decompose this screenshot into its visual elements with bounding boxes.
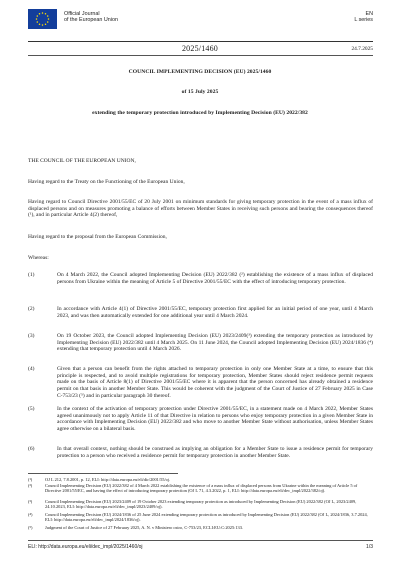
flag-star (37, 21, 39, 23)
flag-star (45, 13, 47, 15)
recital-number: (3) (28, 333, 35, 339)
council-heading: THE COUNCIL OF THE EUROPEAN UNION, (28, 158, 136, 164)
flag-star (39, 23, 41, 25)
recital-number: (6) (28, 446, 35, 452)
footnote-text: Council Implementing Decision (EU) 2024/1836 of 25 June 2024 extending temporary protection as introduced by Implementing Decision (EU) 2022/382 (OJ L, 2024/1836, 3.7.2024, ELI: http://data.europa.eu/eli/dec_impl/2024/1836/oj). (45, 512, 368, 523)
header-divider (28, 41, 373, 42)
footnote-text: Council Implementing Decision (EU) 2022/382 of 4 March 2022 establishing the existence of a mass influx of displaced persons from Ukraine within the meaning of Article 5 of Directive 2001/55/EC, and having the effect of introducing temporary protection (OJ L 71, 4.3.2022, p. 1, ELI: http://data.europa.eu/eli/dec_impl/2022/382/oj). (45, 483, 358, 494)
journal-header (28, 9, 373, 33)
flag-star (45, 23, 47, 25)
flag-star (37, 15, 39, 17)
journal-title (64, 11, 118, 24)
footer-divider (28, 540, 373, 541)
flag-star (42, 24, 44, 26)
recital-number: (2) (28, 306, 35, 312)
flag-star (47, 21, 49, 23)
flag-star (48, 18, 50, 20)
footnote-number: (²) (28, 483, 33, 488)
recital-number: (5) (28, 406, 35, 412)
recital-text: On 19 October 2023, the Council adopted Implementing Decision (EU) 2023/2409(³) extending the temporary protection as introduced by Implementing Decision (EU) 2022/382 until 4 March 2025. On 11 June 2024, the Council adopted Implementing Decision (EU) 2024/1836 (⁴) extending that temporary protection until 4 March 2026. (57, 333, 373, 353)
directive-citation: Having regard to Council Directive 2001/55/EC of 20 July 2001 on minimum standards for giving temporary protection in the event of a mass influx of displaced persons and on measures promoting a balance of efforts between Member States in receiving such persons and bearing the consequences thereof (¹), and in particular Article 4(2) thereof, (28, 199, 373, 219)
footnote-number: (⁴) (28, 512, 33, 517)
recital-text: In that overall context, nothing should be construed as implying an obligation for a Member State to issue a residence permit for temporary protection to a person who received a residence permit for temporary protection in another Member State. (57, 446, 373, 459)
flag-star (39, 13, 41, 15)
treaty-citation: Having regard to the Treaty on the Functioning of the European Union, (28, 179, 185, 185)
subheader-divider (28, 55, 373, 56)
recital-number: (4) (28, 366, 35, 372)
flag-star (36, 18, 38, 20)
footnote-text: Judgment of the Court of Justice of 27 February 2025, A. N. v Ministero ostro, C-753/23, ECLI:EU:C:2025:133. (45, 525, 244, 530)
whereas-heading: Whereas: (28, 255, 49, 261)
footnote-number: (³) (28, 499, 33, 504)
recital-text: In the context of the activation of temporary protection under Directive 2001/55/EC, in a statement made on 4 March 2022, Member States agreed unanimously not to apply Article 11 of that Directive in relation to persons who enjoy temporary protection in a given Member State in accordance with Implementing Decision (EU) 2022/382 and who move to another Member State without authorisation, unless Member States agree otherwise on a bilateral basis. (57, 406, 373, 433)
footnote-text: Council Implementing Decision (EU) 2023/2409 of 19 October 2023 extending temporary protection as introduced by Implementing Decision (EU) 2022/382 (OJ L, 2023/2409, 24.10.2023, ELI: http://data.europa.eu/eli/dec_impl/2023/2409/oj). (45, 499, 357, 510)
page-number: 1/3 (366, 544, 373, 550)
recital-text: Given that a person can benefit from the rights attached to temporary protection in only one Member State at a time, to ensure that this principle is respected, and to avoid multiple registrations for temporary protection, Member States should reject residence permit requests made on the basis of Article 8(1) of Directive 2001/55/EC where it is apparent that the person concerned has already obtained a residence permit on that basis in another Member State. This would be coherent with the judgment of the Court of Justice of 27 February 2025 in Case C-753/23 (⁵) and in particular paragraph 30 thereof. (57, 366, 373, 399)
journal-series (354, 11, 373, 24)
footnote-number: (⁵) (28, 525, 33, 530)
recital-text: On 4 March 2022, the Council adopted Implementing Decision (EU) 2022/382 (²) establishing the existence of a mass influx of displaced persons from Ukraine within the meaning of Article 5 of Directive 2001/55/EC with the effect of introducing temporary protection. (57, 272, 373, 285)
journal-title-line1: Official Journal (64, 11, 100, 17)
language-code: EN (365, 11, 373, 17)
eu-flag-icon (28, 9, 57, 29)
publication-date: 24.7.2025 (351, 46, 373, 52)
decision-title: COUNCIL IMPLEMENTING DECISION (EU) 2025/1460 (128, 69, 272, 75)
flag-star (42, 12, 44, 14)
series-label: L series (354, 17, 373, 24)
decision-date: of 15 July 2025 (181, 89, 219, 95)
flag-star (47, 15, 49, 17)
footnote-text: OJ L 212, 7.8.2001, p. 12, ELI: http://data.europa.eu/eli/dir/2001/55/oj. (45, 477, 171, 482)
journal-title-line2: of the European Union (64, 17, 118, 24)
recital-text: In accordance with Article 4(1) of Directive 2001/55/EC, temporary protection first applied for an initial period of one year, until 4 March 2023, and was then automatically extended for one additional year until 4 March 2024. (57, 306, 373, 319)
footnote-number: (¹) (28, 477, 33, 482)
eli-link[interactable]: ELI: http://data.europa.eu/eli/dec_impl/2025/1460/oj (28, 544, 143, 550)
footnote-divider (28, 473, 178, 474)
document-number: 2025/1460 (181, 44, 219, 53)
proposal-citation: Having regard to the proposal from the European Commission, (28, 234, 167, 240)
recital-number: (1) (28, 272, 35, 278)
decision-subject: extending the temporary protection introduced by Implementing Decision (EU) 2022/382 (92, 110, 308, 116)
